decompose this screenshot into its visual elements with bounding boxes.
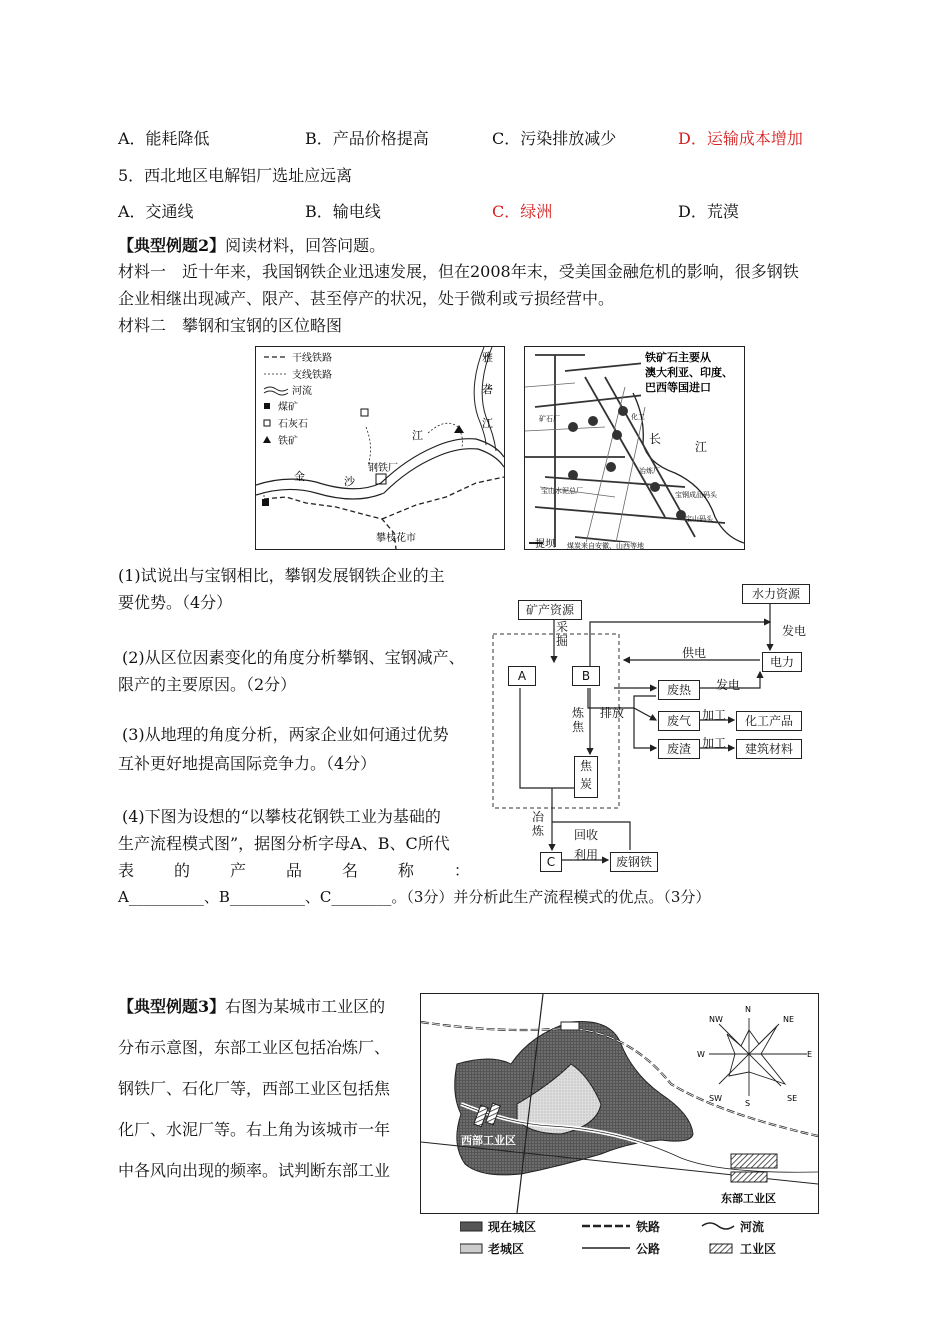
q4-option-d: D．运输成本增加 <box>678 129 803 148</box>
label-chemical: 化工 <box>631 413 645 421</box>
legend-branch-railway: 支线铁路 <box>292 370 332 381</box>
compass-nw: NW <box>709 1015 723 1024</box>
compass-sw: SW <box>709 1094 722 1103</box>
legend-industrial: 工业区 <box>740 1242 777 1256</box>
box-b: B <box>572 666 600 686</box>
compass-w: W <box>697 1050 705 1059</box>
box-a: A <box>508 666 536 686</box>
label-jiang: 江 <box>695 440 708 454</box>
q5-option-c: C．绿洲 <box>492 202 553 221</box>
q2-line1: (2)从区位因素变化的角度分析攀钢、宝钢减产、 <box>122 648 465 667</box>
box-chemical: 化工产品 <box>736 711 802 731</box>
box-coke: 焦 炭 <box>574 756 598 798</box>
legend-iron: 铁矿 <box>278 436 298 447</box>
label-baoshan-dock: 宝山码头 <box>685 515 713 523</box>
label-sha: 沙 <box>344 475 355 488</box>
compass-e: E <box>807 1050 813 1059</box>
label-jiang2: 江 <box>482 417 493 430</box>
q4-option-b: B．产品价格提高 <box>305 129 429 148</box>
label-recycle2: 利用 <box>574 848 599 862</box>
legend-current-city: 现在城区 <box>488 1220 537 1234</box>
box-building: 建筑材料 <box>736 739 802 759</box>
label-jin: 金 <box>294 470 305 483</box>
label-coking2: 焦 <box>572 720 585 734</box>
compass-s: S <box>745 1099 751 1108</box>
panzhihua-map <box>255 346 505 550</box>
note-line3: 巴西等国进口 <box>645 381 711 394</box>
legend-main-railway: 干线铁路 <box>292 353 332 364</box>
q5-option-b: B．输电线 <box>305 202 381 221</box>
box-power: 电力 <box>762 652 802 672</box>
q4-option-a: A．能耗降低 <box>118 129 210 148</box>
q5-option-a: A．交通线 <box>118 202 194 221</box>
q4-line2: 生产流程模式图”，据图分析字母A、B、C所代 <box>118 834 450 853</box>
q1-line1: (1)试说出与宝钢相比，攀钢发展钢铁企业的主 <box>118 566 445 585</box>
q5-stem: 5．西北地区电解铝厂选址应远离 <box>118 166 353 185</box>
label-process2: 加工 <box>702 736 727 750</box>
legend-coal: 煤矿 <box>278 402 298 413</box>
label-cement-plant: 宝山水泥总厂 <box>541 487 583 495</box>
production-flow-diagram <box>490 578 820 878</box>
label-emit: 排放 <box>600 706 625 720</box>
label-smelt2: 炼 <box>532 824 545 838</box>
box-c: C <box>540 852 562 872</box>
q5-option-d: D．荒漠 <box>678 202 739 221</box>
label-mining1: 采 <box>556 620 569 634</box>
note-line2: 澳大利亚、印度、 <box>645 366 733 379</box>
label-product-dock: 宝钢成品码头 <box>675 491 717 499</box>
label-recycle1: 回收 <box>574 828 599 842</box>
label-smelter: 冶炼厂 <box>639 467 660 475</box>
label-west-zone: 西部工业区 <box>461 1134 516 1147</box>
example3-line1: 【典型例题3】右图为某城市工业区的 <box>118 997 386 1016</box>
label-long: 砻 <box>482 383 493 396</box>
example3-line5: 中各风向出现的频率。试判断东部工业 <box>118 1161 391 1180</box>
label-supply: 供电 <box>682 646 707 660</box>
example3-line2: 分布示意图，东部工业区包括冶炼厂、 <box>118 1038 391 1057</box>
box-waste-gas: 废气 <box>658 711 700 731</box>
material2-caption: 材料二 攀钢和宝钢的区位略图 <box>118 316 343 335</box>
label-coal-source: 煤炭来自安徽、山西等地 <box>567 542 644 549</box>
material1-line2: 企业相继出现减产、限产、甚至停产的状况，处于微利或亏损经营中。 <box>118 289 615 308</box>
label-ya: 雅 <box>482 351 493 364</box>
example3-line4: 化厂、水泥厂等。右上角为该城市一年 <box>118 1120 391 1139</box>
label-panzhihua-city: 攀枝花市 <box>376 533 416 544</box>
q4-line4: A__________、B__________、C________。（3分）并分析此生产流程模式的优点。（3分） <box>118 888 711 906</box>
box-waste-heat: 废热 <box>658 680 700 700</box>
example3-line3: 钢铁厂、石化厂等，西部工业区包括焦 <box>118 1079 391 1098</box>
box-waste-slag: 废渣 <box>658 739 700 759</box>
legend-river: 河流 <box>292 386 312 397</box>
q2-line2: 限产的主要原因。（2分） <box>118 675 297 694</box>
q4-line1: (4)下图为设想的“以攀枝花钢铁工业为基础的 <box>122 807 441 826</box>
legend-railway: 铁路 <box>636 1220 661 1234</box>
box-water: 水力资源 <box>742 584 810 604</box>
label-steel-plant: 钢铁厂 <box>368 463 398 474</box>
label-east-zone: 东部工业区 <box>721 1192 776 1205</box>
label-dike: 提坝 <box>535 539 555 549</box>
city-industrial-map <box>420 993 819 1214</box>
label-gen2: 发电 <box>716 678 741 692</box>
example2-heading: 【典型例题2】阅读材料，回答问题。 <box>118 236 386 255</box>
legend-river: 河流 <box>740 1220 765 1234</box>
box-scrap: 废钢铁 <box>610 852 658 872</box>
note-line1: 铁矿石主要从 <box>645 351 711 364</box>
label-chang: 长 <box>649 432 662 446</box>
label-coking1: 炼 <box>572 706 585 720</box>
legend-old-city: 老城区 <box>488 1242 525 1256</box>
compass-n: N <box>745 1005 751 1014</box>
box-mineral: 矿产资源 <box>518 600 582 620</box>
baosteel-map <box>524 346 745 550</box>
label-gen1: 发电 <box>782 624 807 638</box>
legend-highway: 公路 <box>636 1242 661 1256</box>
q4-line3: 表 的 产 品 名 称 ： <box>118 861 470 880</box>
q3-line2: 互补更好地提高国际竞争力。（4分） <box>118 754 377 773</box>
material1-line1: 材料一 近十年来，我国钢铁企业迅速发展，但在2008年末，受美国金融危机的影响，很多钢铁 <box>118 262 799 281</box>
label-process1: 加工 <box>702 708 727 722</box>
label-mining2: 掘 <box>556 634 569 648</box>
label-smelt1: 冶 <box>532 810 545 824</box>
legend-limestone: 石灰石 <box>278 419 308 430</box>
q4-option-c: C．污染排放减少 <box>492 129 617 148</box>
compass-se: SE <box>787 1094 798 1103</box>
q1-line2: 要优势。（4分） <box>118 593 233 612</box>
compass-ne: NE <box>783 1015 795 1024</box>
q3-line1: (3)从地理的角度分析，两家企业如何通过优势 <box>122 725 449 744</box>
city-map-legend <box>460 1218 800 1258</box>
label-jiang: 江 <box>412 429 423 442</box>
label-ore-plant: 矿石厂 <box>539 415 560 423</box>
